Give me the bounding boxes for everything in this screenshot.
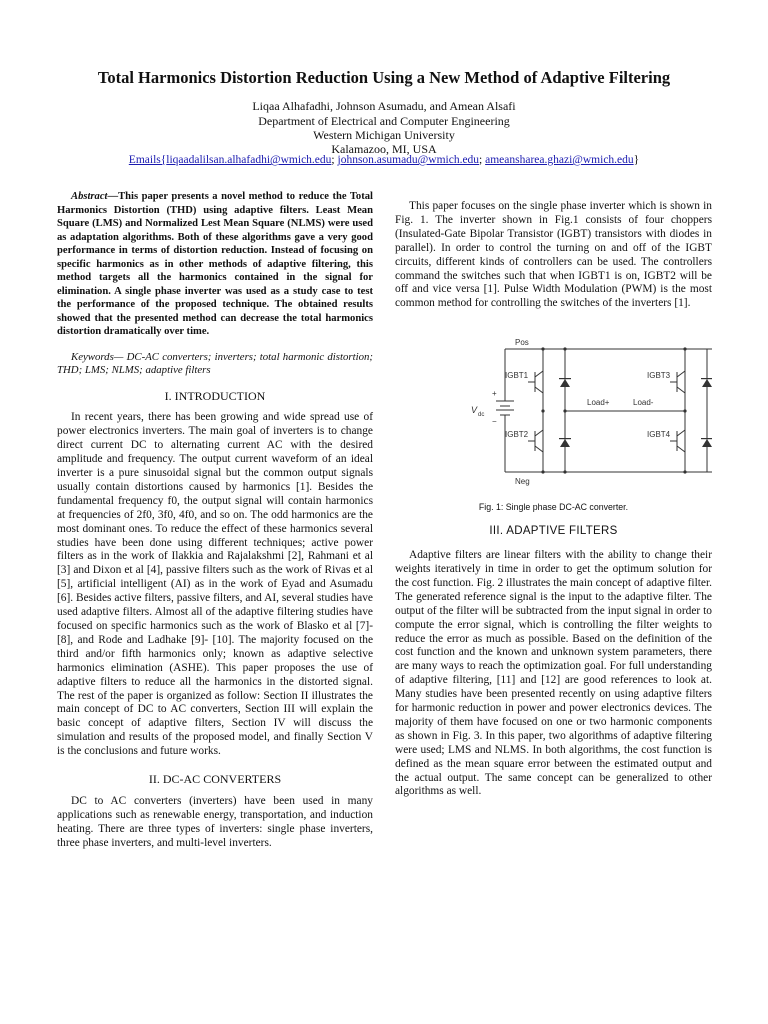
label-pos: Pos bbox=[515, 338, 529, 348]
inverter-circuit-diagram bbox=[395, 337, 712, 497]
introduction-paragraph: In recent years, there has been growing and wide spread use of power electronics inverters. The main goal of inverters is to change direct current DC to alternating current AC with the desired amplitude and frequency. The output current waveform of an ideal inverter is a pure sinusoidal signal but the common output signals usually contain distortions caused by harmonics [1]. Besides the fundamental frequency f0, the output signal will contain harmonics at frequencies of 2f0, 3f0, 4f0, and so on. The odd harmonics are the most dominant ones. To reduce the effect of these harmonics several studies have been done using different techniques; active power filters as in the work of Ilakkia and Rajalakshmi [2], Rahmani et al [3] and Dixon et al [4], passive filters such as the work of Rivas et al [5], artificial intelligent (AI) as in the work of Eyad and Asumadu [6]. Besides active filters, passive filters, and AI, several studies have used adaptive filters. Almost all of the adaptive filtering studies have focused on specific harmonics such as the work of Blasko et al [7]- [8], and Rode and Ladhake [9]- [10]. The majority focused on the third and/or fifth harmonics only; known as adaptive selective harmonics elimination (ASHE). This paper proposes the use of adaptive filters to reduce all the harmonics in the distorted signal. The rest of the paper is organized as follow: Section II illustrates the main concept of DC to AC converters, Section III will explain the basic concept of adaptive filters, Section IV will discuss the simulation and results of the proposed model, and finally Section V is the conclusions and future works. bbox=[57, 411, 373, 758]
section-heading-introduction: I. INTRODUCTION bbox=[164, 388, 266, 403]
label-igbt2: IGBT2 bbox=[505, 430, 529, 440]
email-separator: ; bbox=[331, 154, 335, 166]
email-link-alsafi[interactable]: ameansharea.ghazi@wmich.edu bbox=[485, 154, 634, 166]
label-igbt3: IGBT3 bbox=[647, 371, 671, 381]
authors: Liqaa Alhafadhi, Johnson Asumadu, and Amean Alsafi bbox=[252, 99, 516, 113]
inverter-paragraph: This paper focuses on the single phase inverter which is shown in Fig. 1. The inverter shown in Fig.1 consists of four choppers (Insulated-Gate Bipolar Transistor (IGBT) transistors with diodes in parallel). In order to control the turning on and off of the IGBT circuits, different kinds of controllers can be used. The controllers command the switches such that when IGBT1 is on, IGBT2 will be off and vice versa [1]. Pulse Width Modulation (PWM) is the most common method for controlling the switches of the inverters [1]. bbox=[395, 200, 712, 310]
adaptive-filters-paragraph: Adaptive filters are linear filters with the ability to change their weights iteratively in time in order to get the optimum solution for the cost function. Fig. 2 illustrates the main concept of adaptive filter. The generated reference signal is the input to the adaptive filter. The output of the filter will be subtracted from the input signal in order to compute the error signal, which is controlling the filter weights to reduce the error as much as possible. Based on the definition of the cost function and the known and unknown system parameters, there are many ways to reach the optimization goal. For full understanding of adaptive filtering, [11] and [12] are good references to look at. Many studies have been presented recently on using adaptive filters for harmonic reduction in power and power electronics devices. The majority of them have focused on one or two harmonic components as shown in Fig. 3. In this paper, two algorithms of adaptive filtering were used; LMS and NLMS. In both algorithms, the cost function is defined as the mean square error between the estimated output and the actual output. The same concept can be generalized to other algorithms as well. bbox=[395, 549, 712, 798]
figure-1-caption: Fig. 1: Single phase DC-AC converter. bbox=[478, 502, 629, 513]
email-suffix: } bbox=[633, 154, 640, 166]
department: Department of Electrical and Computer Engineering bbox=[258, 114, 510, 128]
keywords: Keywords— DC-AC converters; inverters; total harmonic distortion; THD; LMS; NLMS; adaptive filters bbox=[57, 350, 373, 376]
label-minus: − bbox=[492, 417, 497, 427]
label-load-plus: Load+ bbox=[587, 398, 610, 408]
section-heading-adaptive-filters: III. ADAPTIVE FILTERS bbox=[489, 525, 618, 538]
email-prefix: Emails{ bbox=[128, 154, 167, 166]
figure-1 bbox=[395, 337, 712, 487]
label-igbt4: IGBT4 bbox=[647, 430, 671, 440]
label-igbt1: IGBT1 bbox=[505, 371, 529, 381]
label-vdc-sub: dc bbox=[478, 412, 485, 419]
section-heading-dc-ac: II. DC-AC CONVERTERS bbox=[148, 772, 282, 787]
label-plus: + bbox=[492, 389, 497, 399]
label-neg: Neg bbox=[515, 477, 530, 487]
abstract-lead: Abstract bbox=[71, 191, 108, 202]
abstract bbox=[57, 190, 373, 339]
university: Western Michigan University bbox=[313, 128, 455, 142]
label-load-minus: Load- bbox=[633, 398, 654, 408]
abstract-text: —This paper presents a novel method to reduce the Total Harmonics Distortion (THD) using adaptive filters. Least Mean Square (LMS) and Normalized Lest Mean Square (NLMS) were used as adaptation algorithms. Both of these algorithms gave a very good performance in terms of distortion reduction. Instead of focusing on specific harmonics as in other methods of adaptive filtering, this method targets all the harmonics contained in the signal for elimination. A single phase inverter was used as a study case to test the performance of the proposed technique. The obtained results showed that the presented method can decrease the total harmonics distortion dramatically over time. bbox=[57, 191, 373, 337]
email-separator: ; bbox=[479, 154, 483, 166]
dc-ac-paragraph: DC to AC converters (inverters) have been used in many applications such as renewable energy, transportation, and induction heating. There are three types of inverters: single phase inverters, three phase inverters, and multi-level inverters. bbox=[57, 794, 373, 849]
paper-title: Total Harmonics Distortion Reduction Using a New Method of Adaptive Filtering bbox=[97, 68, 671, 87]
email-link-alhafadhi[interactable]: liqaadalilsan.alhafadhi@wmich.edu bbox=[166, 154, 332, 166]
label-vdc: V bbox=[471, 405, 478, 416]
email-link-asumadu[interactable]: johnson.asumadu@wmich.edu bbox=[337, 154, 480, 166]
right-column bbox=[395, 200, 712, 799]
left-column bbox=[57, 190, 373, 851]
location: Kalamazoo, MI, USA bbox=[331, 142, 437, 156]
email-line bbox=[20, 154, 748, 166]
